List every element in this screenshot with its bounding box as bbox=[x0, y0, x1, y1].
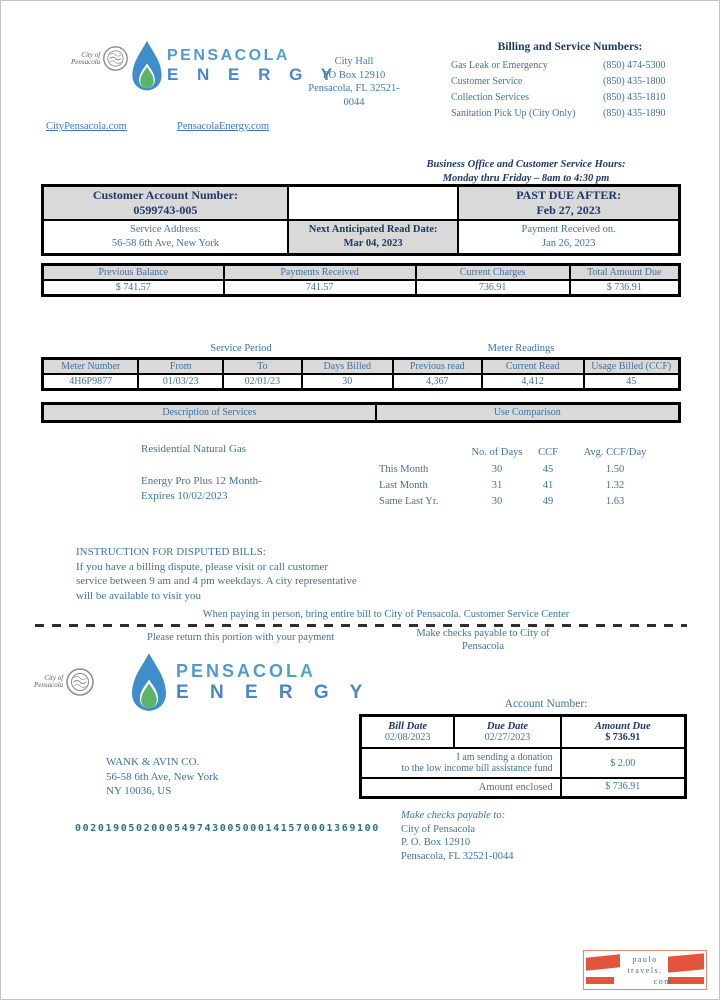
col-header-total-amount-due: Total Amount Due bbox=[570, 265, 679, 280]
brand-wordmark-stub bbox=[176, 661, 370, 704]
billing-label: Customer Service bbox=[451, 75, 523, 87]
due-date-cell bbox=[454, 716, 560, 748]
watermark-shape-left-bottom bbox=[586, 977, 614, 984]
use-comparison-table bbox=[379, 447, 657, 507]
col-header-from: From bbox=[138, 359, 223, 374]
bill-date-value: 02/08/2023 bbox=[384, 732, 431, 743]
col-header-meter-number: Meter Number bbox=[43, 359, 138, 374]
meter-table bbox=[41, 357, 681, 391]
bill-date-label: Bill Date bbox=[388, 721, 428, 732]
brand-name-pensacola: PENSACOLA bbox=[176, 661, 370, 682]
flame-icon bbox=[129, 39, 165, 99]
empty-cell bbox=[288, 186, 458, 220]
billing-phone: (850) 474-5300 bbox=[603, 59, 666, 71]
brand-name-energy: E N E R G Y bbox=[176, 682, 371, 703]
previous-read-value: 4,367 bbox=[393, 374, 482, 389]
days-billed-value: 30 bbox=[302, 374, 393, 389]
instructions-title: INSTRUCTION FOR DISPUTED BILLS: bbox=[76, 546, 266, 558]
flame-icon-stub bbox=[127, 652, 171, 720]
city-seal-caption bbox=[71, 52, 100, 66]
account-number-label: Account Number: bbox=[504, 698, 588, 710]
previous-balance-value: $ 741.57 bbox=[43, 280, 224, 295]
description-of-services-header: Description of Services bbox=[43, 404, 376, 421]
instructions-line: If you have a billing dispute, please visit or call customer bbox=[76, 560, 329, 573]
col-header-avg-ccf-day: Avg. CCF/Day bbox=[583, 447, 647, 458]
make-checks-line1: Make checks payable to City of bbox=[416, 628, 550, 639]
billing-phone: (850) 435-1800 bbox=[603, 75, 666, 87]
col-header-ccf: CCF bbox=[538, 447, 558, 458]
city-hall-address bbox=[284, 55, 424, 109]
make-checks-note bbox=[393, 627, 573, 653]
meter-readings-group-label: Meter Readings bbox=[487, 343, 555, 354]
service-address-cell bbox=[43, 220, 288, 254]
past-due-value: Feb 27, 2023 bbox=[536, 203, 601, 217]
remit-line3: Pensacola, FL 32521-0044 bbox=[401, 850, 514, 862]
bill-date-cell bbox=[361, 716, 454, 748]
col-header-payments-received: Payments Received bbox=[224, 265, 416, 280]
city-seal-icon bbox=[102, 45, 129, 72]
service-address-label: Service Address: bbox=[129, 224, 201, 235]
city-seal-logo bbox=[71, 45, 129, 72]
city-seal-icon bbox=[65, 667, 95, 697]
account-summary-table bbox=[41, 184, 681, 256]
amount-due-label: Amount Due bbox=[594, 721, 651, 732]
current-charges-value: 736.91 bbox=[416, 280, 570, 295]
balance-summary-table bbox=[41, 263, 681, 297]
address-line: City Hall bbox=[334, 56, 374, 67]
city-seal-caption bbox=[34, 675, 63, 689]
next-read-cell bbox=[288, 220, 458, 254]
watermark-line3: com bbox=[653, 977, 672, 986]
total-amount-due-value: $ 736.91 bbox=[570, 280, 679, 295]
make-checks-line2: Pensacola bbox=[462, 641, 504, 652]
use-comparison-header: Use Comparison bbox=[376, 404, 679, 421]
donation-line2: to the low income bill assistance fund bbox=[401, 763, 553, 774]
this-month-avg: 1.50 bbox=[605, 464, 625, 475]
watermark-text bbox=[614, 954, 676, 987]
return-portion-note: Please return this portion with your payment bbox=[147, 632, 335, 643]
amount-due-cell bbox=[561, 716, 685, 748]
from-date-value: 01/03/23 bbox=[138, 374, 223, 389]
row-label-same-last-yr: Same Last Yr. bbox=[379, 496, 439, 507]
paulo-travels-watermark bbox=[583, 950, 707, 990]
due-date-value: 02/27/2023 bbox=[484, 732, 531, 743]
row-label-this-month: This Month bbox=[379, 464, 429, 475]
customer-account-cell bbox=[43, 186, 288, 220]
customer-account-value: 0599743-005 bbox=[133, 203, 198, 217]
last-month-ccf: 41 bbox=[542, 480, 554, 491]
plan-line2: Expires 10/02/2023 bbox=[141, 490, 228, 502]
billing-label: Sanitation Pick Up (City Only) bbox=[451, 107, 576, 119]
amount-enclosed-label: Amount enclosed bbox=[361, 778, 561, 797]
service-name: Residential Natural Gas bbox=[141, 443, 247, 455]
billing-label: Gas Leak or Emergency bbox=[451, 59, 548, 71]
customer-mailing-address bbox=[106, 755, 218, 799]
billing-number-row bbox=[451, 57, 689, 73]
seal-caption-line1: City of bbox=[44, 674, 64, 682]
past-due-cell bbox=[458, 186, 679, 220]
same-last-yr-ccf: 49 bbox=[542, 496, 554, 507]
billing-phone: (850) 435-1890 bbox=[603, 107, 666, 119]
customer-account-label: Customer Account Number: bbox=[92, 188, 238, 202]
col-header-days-billed: Days Billed bbox=[302, 359, 393, 374]
row-label-last-month: Last Month bbox=[379, 480, 428, 491]
address-line: PO Box 12910 bbox=[322, 69, 386, 81]
col-header-current-read: Current Read bbox=[482, 359, 584, 374]
col-header-previous-balance: Previous Balance bbox=[43, 265, 224, 280]
next-read-value: Mar 04, 2023 bbox=[343, 238, 403, 249]
disputed-bills-instructions bbox=[76, 545, 426, 603]
address-line: Pensacola, FL 32521- bbox=[308, 83, 400, 94]
seal-caption-line2: Pensacola bbox=[34, 681, 64, 689]
payment-stub-table bbox=[359, 714, 687, 799]
donation-cell bbox=[361, 748, 561, 778]
this-month-days: 30 bbox=[491, 464, 503, 475]
tear-off-dashed-line bbox=[35, 624, 687, 627]
due-date-label: Due Date bbox=[486, 721, 528, 732]
brand-name-pensacola: PENSACOLA bbox=[167, 47, 339, 65]
seal-caption-line2: Pensacola bbox=[71, 57, 101, 66]
col-header-previous-read: Previous read bbox=[393, 359, 482, 374]
payment-received-cell bbox=[458, 220, 679, 254]
meter-number-value: 4H6P9877 bbox=[43, 374, 138, 389]
plan-line1: Energy Pro Plus 12 Month- bbox=[141, 475, 262, 487]
same-last-yr-avg: 1.63 bbox=[605, 496, 625, 507]
remittance-address bbox=[401, 809, 513, 863]
mail-to-street: 56-58 6th Ave, New York bbox=[106, 770, 219, 783]
payment-received-label: Payment Received on. bbox=[521, 224, 616, 235]
business-hours bbox=[376, 158, 676, 186]
billing-number-row bbox=[451, 73, 689, 89]
ocr-scan-line: 0020190502000549743005000141570001369100 bbox=[75, 823, 380, 834]
remit-line2: P. O. Box 12910 bbox=[401, 837, 471, 848]
donation-amount-cell[interactable]: $ 2.00 bbox=[561, 748, 685, 778]
usage-billed-value: 45 bbox=[584, 374, 679, 389]
empty-cell bbox=[379, 447, 471, 459]
remit-title: Make checks payable to: bbox=[401, 810, 506, 821]
billing-number-row bbox=[451, 105, 689, 121]
billing-numbers-title: Billing and Service Numbers: bbox=[497, 41, 643, 53]
amount-due-value: $ 736.91 bbox=[605, 732, 641, 743]
to-date-value: 02/01/23 bbox=[223, 374, 302, 389]
billing-phone: (850) 435-1810 bbox=[603, 91, 666, 103]
city-seal-logo-stub bbox=[34, 667, 95, 697]
instructions-line: service between 9 am and 4 pm weekdays. A city representative bbox=[76, 575, 357, 587]
billing-label: Collection Services bbox=[451, 91, 530, 103]
watermark-line2: travels. bbox=[627, 966, 663, 975]
hours-line1: Business Office and Customer Service Hours: bbox=[426, 159, 626, 170]
col-header-to: To bbox=[223, 359, 302, 374]
current-read-value: 4,412 bbox=[482, 374, 584, 389]
amount-enclosed-value[interactable]: $ 736.91 bbox=[561, 778, 685, 797]
next-read-label: Next Anticipated Read Date: bbox=[308, 224, 438, 235]
col-header-usage-billed: Usage Billed (CCF) bbox=[584, 359, 679, 374]
past-due-label: PAST DUE AFTER: bbox=[516, 188, 622, 202]
mail-to-name: WANK & AVIN CO. bbox=[106, 756, 200, 768]
address-line: 0044 bbox=[343, 96, 365, 108]
service-period-group-label: Service Period bbox=[210, 343, 272, 354]
payments-received-value: 741.57 bbox=[224, 280, 416, 295]
instructions-line: will be available to visit you bbox=[76, 589, 201, 602]
watermark-line1: paulo bbox=[632, 955, 658, 964]
hours-line2: Monday thru Friday – 8am to 4:30 pm bbox=[442, 173, 610, 184]
donation-line1: I am sending a donation bbox=[456, 752, 553, 763]
last-month-days: 31 bbox=[491, 480, 503, 491]
col-header-current-charges: Current Charges bbox=[416, 265, 570, 280]
payment-received-value: Jan 26, 2023 bbox=[541, 238, 596, 249]
same-last-yr-days: 30 bbox=[491, 496, 503, 507]
billing-number-row bbox=[451, 89, 689, 105]
pay-in-person-note: When paying in person, bring entire bill to City of Pensacola. Customer Service Center bbox=[202, 609, 570, 620]
brand-name-energy: E N E R G Y bbox=[167, 65, 340, 84]
col-header-no-of-days: No. of Days bbox=[471, 447, 523, 458]
link-citypensacola[interactable]: CityPensacola.com bbox=[46, 121, 127, 132]
remit-line1: City of Pensacola bbox=[401, 823, 476, 835]
billing-service-numbers bbox=[451, 41, 689, 121]
this-month-ccf: 45 bbox=[542, 464, 554, 475]
mail-to-city: NY 10036, US bbox=[106, 785, 172, 797]
plan-description bbox=[141, 474, 262, 504]
link-pensacolaenergy[interactable]: PensacolaEnergy.com bbox=[177, 121, 270, 132]
services-header-table bbox=[41, 402, 681, 423]
service-address-value: 56-58 6th Ave, New York bbox=[111, 238, 219, 249]
last-month-avg: 1.32 bbox=[605, 480, 625, 491]
seal-caption-line1: City of bbox=[81, 50, 101, 59]
